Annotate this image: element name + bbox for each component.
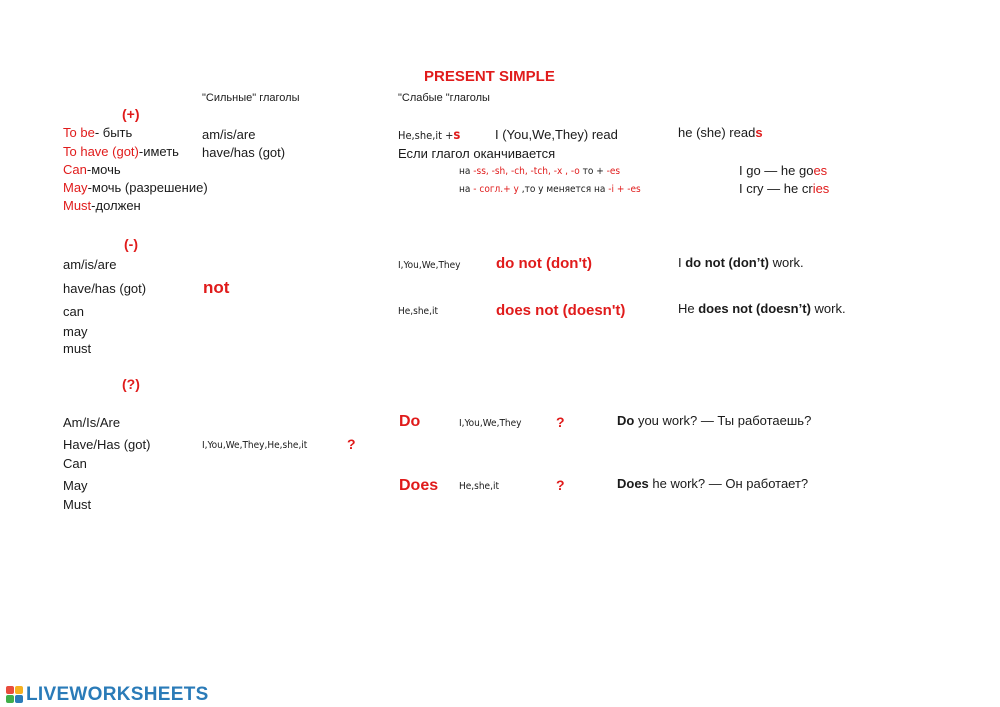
- verb-en: May: [63, 180, 88, 195]
- example-post: he work? — Он работает?: [648, 476, 809, 491]
- question-strong-may: May: [63, 478, 88, 493]
- liveworksheets-logo-icon: [6, 686, 24, 704]
- example-pre: I: [678, 255, 686, 270]
- weak-rule-suffix: s: [453, 128, 461, 143]
- negative-strong-can: can: [63, 304, 84, 319]
- page-title: PRESENT SIMPLE: [424, 68, 555, 85]
- question-strong-can: Can: [63, 456, 87, 471]
- negative-aux-do-not: do not (don't): [496, 255, 593, 272]
- strong-verb-must: [63, 199, 141, 214]
- rule-prefix: на: [459, 184, 474, 195]
- strong-verb-to-be: [63, 126, 132, 141]
- negative-strong-must: must: [63, 341, 92, 356]
- verb-en: Must: [63, 198, 92, 213]
- example-post: work.: [810, 301, 846, 316]
- verb-en: To be: [63, 125, 95, 140]
- example-bold: Does: [617, 476, 649, 491]
- negative-symbol: (-): [124, 236, 138, 252]
- verb-ru: -мочь: [86, 162, 121, 177]
- negative-example-singular: [678, 302, 846, 317]
- example-plural-read: I (You,We,They) read: [495, 127, 618, 142]
- question-example-do: [617, 414, 811, 429]
- strong-verb-can: [63, 163, 121, 178]
- rule-middle: то +: [579, 166, 607, 177]
- verb-ru: -мочь (разрешение): [87, 180, 208, 195]
- question-subjects-plural: I,You,We,They: [459, 418, 522, 429]
- negative-example-plural: [678, 256, 804, 271]
- question-mark-do: ?: [556, 414, 565, 430]
- ending-rule-ies: [459, 184, 641, 196]
- not-word: not: [203, 278, 230, 297]
- ending-rule-es: [459, 166, 620, 178]
- rule-suffix: -es: [606, 166, 621, 177]
- negative-strong-be: am/is/are: [63, 257, 117, 272]
- example-suffix: es: [813, 163, 828, 178]
- rule-prefix: на: [459, 166, 474, 177]
- example-pre: He: [678, 301, 699, 316]
- negative-subjects-singular: He,she,it: [398, 306, 438, 317]
- verb-en: To have (got): [63, 144, 139, 159]
- logo-text: LIVEWORKSHEETS: [26, 684, 209, 705]
- question-strong-be: Am/Is/Are: [63, 415, 121, 430]
- strong-verb-may: [63, 181, 208, 196]
- liveworksheets-logo[interactable]: [6, 684, 209, 706]
- verb-ru: -должен: [91, 198, 141, 213]
- ending-rule-title: Если глагол оканчивается: [398, 146, 556, 161]
- example-post: you work? — Ты работаешь?: [634, 413, 812, 428]
- example-base: I cry — he cr: [739, 181, 813, 196]
- rule-middle: ,то y меняется на: [518, 184, 609, 195]
- question-aux-do: Do: [399, 413, 421, 430]
- weak-verbs-heading: "Слабые "глаголы: [398, 92, 490, 104]
- question-mark-does: ?: [556, 477, 565, 493]
- verb-ru: -иметь: [138, 144, 179, 159]
- strong-verb-to-have: [63, 145, 179, 160]
- question-subjects-singular: He,she,it: [459, 481, 499, 492]
- example-base: I go — he go: [739, 163, 814, 178]
- question-aux-does: Does: [399, 477, 439, 494]
- question-example-does: [617, 477, 808, 492]
- affirmative-symbol: (+): [122, 106, 140, 122]
- example-go-goes: [739, 164, 827, 179]
- question-symbol: (?): [122, 376, 140, 392]
- example-bold: Do: [617, 413, 635, 428]
- example-bold: does not (doesn’t): [698, 301, 811, 316]
- rule-suffix: -i + -es: [608, 184, 641, 195]
- question-strong-must: Must: [63, 497, 92, 512]
- strong-form-be: am/is/are: [202, 127, 256, 142]
- question-mark-strong: ?: [347, 436, 356, 452]
- example-suffix: s: [755, 125, 763, 140]
- strong-form-have: have/has (got): [202, 145, 286, 160]
- verb-ru: - быть: [94, 125, 133, 140]
- weak-rule-third-person: [398, 129, 460, 144]
- example-base: he (she) read: [678, 125, 756, 140]
- negative-strong-have: have/has (got): [63, 281, 147, 296]
- example-post: work.: [768, 255, 804, 270]
- weak-rule-subject: He,she,it +: [398, 129, 454, 142]
- example-bold: do not (don’t): [685, 255, 769, 270]
- example-cry-cries: [739, 182, 829, 197]
- negative-aux-does-not: does not (doesn't): [496, 302, 626, 319]
- verb-en: Can: [63, 162, 87, 177]
- rule-endings: -ss, -sh, -ch, -tch, -x , -o: [473, 166, 580, 177]
- negative-strong-may: may: [63, 324, 88, 339]
- strong-verbs-heading: "Сильные" глаголы: [202, 92, 300, 104]
- example-suffix: ies: [812, 181, 830, 196]
- example-singular-reads: [678, 126, 763, 141]
- question-strong-have: Have/Has (got): [63, 437, 151, 452]
- rule-endings: - согл.+ y: [473, 184, 519, 195]
- negative-subjects-plural: I,You,We,They: [398, 260, 461, 271]
- question-strong-subjects: I,You,We,They,He,she,it: [202, 440, 308, 451]
